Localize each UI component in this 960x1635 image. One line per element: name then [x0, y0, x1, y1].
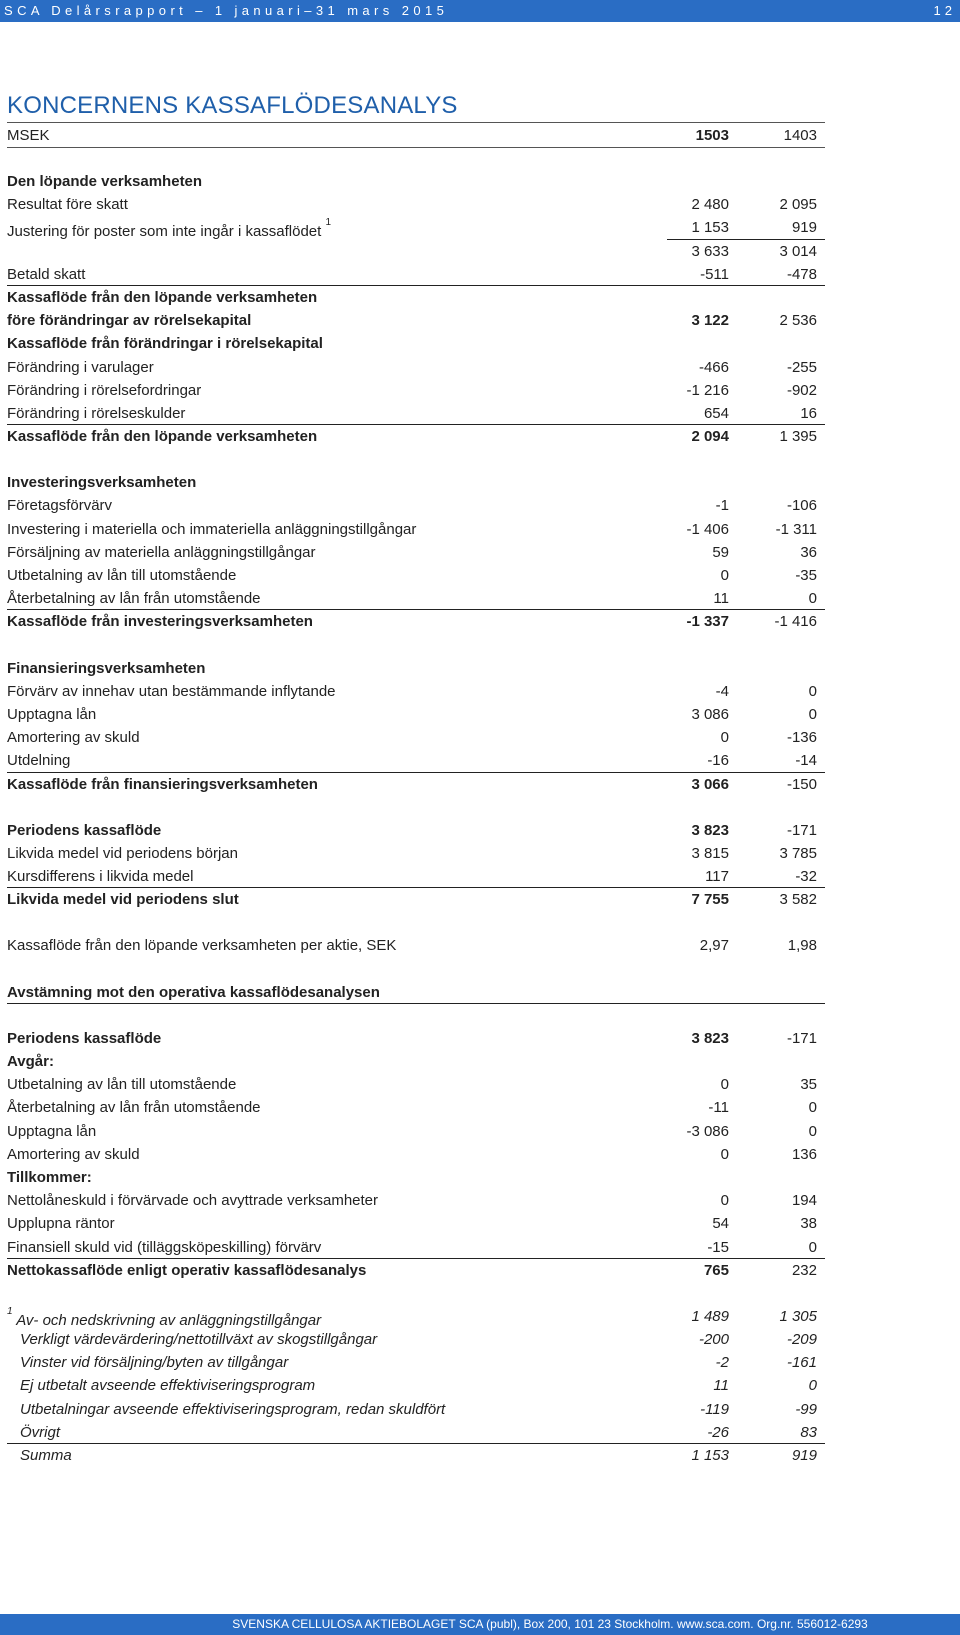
- table-row: [7, 657, 825, 680]
- table-row: [7, 1374, 825, 1397]
- header-rule: [7, 147, 825, 148]
- row-label-text: Kursdifferens i likvida medel: [7, 868, 194, 886]
- value-1503: 1 489: [691, 1307, 729, 1325]
- row-label-text: Justering för poster som inte ingår i kassaflödet: [7, 223, 322, 241]
- column-header-1403: 1403: [783, 127, 817, 144]
- value-1403: 36: [800, 543, 817, 561]
- table-row: [7, 240, 825, 263]
- value-1503: -16: [707, 752, 729, 770]
- value-1403: 136: [791, 1145, 817, 1163]
- value-1503: 3 815: [691, 844, 729, 862]
- value-1503: 2 094: [691, 428, 729, 446]
- value-1503: 7 755: [691, 891, 729, 909]
- value-1503: 765: [703, 1261, 729, 1279]
- value-1503: 0: [720, 567, 729, 584]
- table-row: [7, 1166, 825, 1189]
- value-1503: -4: [715, 682, 729, 700]
- value-1503: 0: [720, 1076, 729, 1094]
- value-1403: 0: [808, 1377, 817, 1395]
- row-label-text: Avstämning mot den operativa kassaflödesanalysen: [7, 983, 380, 1001]
- row-label-text: Kassaflöde från den löpande verksamheten per aktie, SEK: [7, 937, 397, 955]
- row-label: [7, 842, 238, 866]
- row-label-text: Förändring i rörelsefordringar: [7, 381, 202, 399]
- row-label: [7, 1259, 366, 1283]
- row-label: [20, 1444, 72, 1468]
- row-label: [7, 749, 70, 773]
- row-label-text: Upplupna räntor: [7, 1215, 115, 1233]
- table-row: [7, 1073, 825, 1096]
- row-label: [7, 1073, 236, 1097]
- row-label: [7, 587, 261, 611]
- value-1403: 0: [808, 1099, 817, 1117]
- row-label-text: Utdelning: [7, 752, 71, 770]
- table-row: [7, 425, 825, 448]
- row-label: [7, 564, 236, 588]
- value-1403: 3 582: [779, 891, 817, 909]
- table-row: [7, 981, 825, 1004]
- value-1403: 232: [791, 1261, 817, 1279]
- spacer-row: [7, 634, 825, 657]
- row-label: [7, 610, 313, 634]
- top-rule: [7, 122, 825, 123]
- value-1503: -2: [715, 1354, 729, 1372]
- row-label: [7, 981, 380, 1005]
- value-1403: 1 305: [779, 1307, 817, 1325]
- value-1503: -15: [707, 1238, 729, 1256]
- row-label-text: Utbetalning av lån till utomstående: [7, 1076, 237, 1094]
- value-1403: 3 785: [779, 844, 817, 862]
- row-label: [7, 356, 154, 380]
- row-label: [7, 471, 196, 495]
- row-label-text: Nettokassaflöde enligt operativ kassaflödesanalys: [7, 1261, 367, 1279]
- value-1403: -1 311: [775, 520, 817, 538]
- row-label: [7, 494, 112, 518]
- row-label: [7, 819, 161, 843]
- value-1403: 1 395: [779, 428, 817, 446]
- value-1503: 3 823: [691, 821, 729, 839]
- footnote-marker: 1: [7, 1305, 13, 1317]
- value-1503: -1: [715, 497, 729, 515]
- row-label-text: Försäljning av materiella anläggningstillgångar: [7, 543, 316, 561]
- value-1403: -478: [786, 265, 817, 283]
- spacer-row: [7, 796, 825, 819]
- row-label-text: före förändringar av rörelsekapital: [7, 312, 252, 330]
- value-1403: -136: [786, 729, 817, 747]
- table-row: [7, 888, 825, 911]
- spacer-row: [7, 1282, 825, 1305]
- table-row: [7, 865, 825, 888]
- row-label-text: Investering i materiella och immateriella anläggningstillgångar: [7, 520, 417, 538]
- row-label-text: Periodens kassaflöde: [7, 821, 162, 839]
- row-label-text: Betald skatt: [7, 265, 86, 283]
- page-number: 12: [933, 3, 956, 18]
- table-row: [7, 402, 825, 425]
- value-1503: -200: [698, 1331, 729, 1349]
- row-label-text: Investeringsverksamheten: [7, 474, 197, 492]
- value-1503: 2,97: [699, 937, 729, 955]
- value-1503: -3 086: [686, 1122, 729, 1140]
- row-label-text: Återbetalning av lån från utomstående: [7, 590, 261, 608]
- row-label-text: Förvärv av innehav utan bestämmande inflytande: [7, 682, 336, 700]
- row-label-text: Kassaflöde från den löpande verksamheten: [7, 428, 318, 446]
- cashflow-table: [7, 170, 825, 1467]
- table-row: [7, 1212, 825, 1235]
- row-label-text: Företagsförvärv: [7, 497, 113, 515]
- value-1503: -1 337: [686, 613, 729, 631]
- value-1403: -1 416: [774, 613, 817, 631]
- value-1503: -11: [708, 1099, 729, 1117]
- value-1503: 1 153: [691, 1447, 729, 1464]
- table-row: [7, 471, 825, 494]
- table-row: [7, 494, 825, 517]
- row-label-text: Resultat före skatt: [7, 196, 128, 214]
- table-row: [7, 263, 825, 286]
- row-label-text: Av- och nedskrivning av anläggningstillgångar: [16, 1311, 322, 1329]
- table-row: [7, 1444, 825, 1467]
- row-label: [7, 518, 416, 542]
- row-label-text: Likvida medel vid periodens början: [7, 844, 238, 862]
- table-row: [7, 1120, 825, 1143]
- value-1503: -1 406: [686, 520, 729, 538]
- table-row: [7, 610, 825, 633]
- value-1503: 59: [712, 543, 729, 561]
- row-label: [7, 263, 85, 287]
- row-label-text: Avgår:: [7, 1053, 54, 1070]
- value-1403: 919: [791, 1447, 817, 1464]
- spacer-row: [7, 448, 825, 471]
- value-1503: 3 066: [691, 775, 729, 793]
- row-label-text: Amortering av skuld: [7, 729, 140, 747]
- row-label-text: Summa: [20, 1447, 72, 1464]
- row-label: [7, 309, 251, 333]
- value-1503: 3 823: [691, 1029, 729, 1047]
- table-row: [7, 703, 825, 726]
- row-label: [7, 1050, 54, 1074]
- value-1403: 0: [808, 705, 817, 723]
- table-row: [7, 309, 825, 332]
- value-1403: -902: [786, 381, 817, 399]
- value-1403: 0: [808, 682, 817, 700]
- value-1403: -14: [795, 752, 817, 770]
- row-label: [20, 1351, 288, 1375]
- value-1403: 0: [808, 590, 817, 608]
- value-1403: -35: [795, 567, 817, 584]
- row-label: [7, 170, 202, 194]
- spacer-row: [7, 958, 825, 981]
- table-row: [7, 749, 825, 772]
- row-label-text: Tillkommer:: [7, 1168, 92, 1186]
- row-label: [20, 1421, 60, 1445]
- table-row: [7, 1236, 825, 1259]
- value-1403: 83: [800, 1423, 817, 1441]
- table-row: [7, 1189, 825, 1212]
- value-1403: 3 014: [779, 242, 817, 260]
- table-row: [7, 518, 825, 541]
- header-title: SCA Delårsrapport – 1 januari–31 mars 2015: [4, 3, 449, 18]
- table-row: [7, 726, 825, 749]
- row-label: [20, 1374, 315, 1398]
- table-row: [7, 541, 825, 564]
- row-label-text: Den löpande verksamheten: [7, 173, 203, 190]
- value-1503: 11: [713, 590, 729, 608]
- row-label-text: Periodens kassaflöde: [7, 1029, 162, 1047]
- spacer-row: [7, 1004, 825, 1027]
- page-footer: [0, 1614, 960, 1635]
- row-label: [20, 1398, 445, 1422]
- value-1403: -99: [795, 1400, 817, 1418]
- row-label-text: Utbetalningar avseende effektiviseringsprogram, redan skuldfört: [20, 1400, 446, 1418]
- row-label: [7, 1143, 140, 1167]
- value-1403: 0: [808, 1122, 817, 1140]
- table-row: [7, 1421, 825, 1444]
- table-row: [7, 819, 825, 842]
- row-label-text: Finansieringsverksamheten: [7, 659, 206, 677]
- unit-label: MSEK: [7, 127, 50, 144]
- table-row: [7, 564, 825, 587]
- value-1403: 919: [791, 219, 817, 237]
- row-label-text: Kassaflöde från finansieringsverksamheten: [7, 775, 318, 793]
- value-1503: -1 216: [686, 381, 729, 399]
- table-row: [7, 1305, 825, 1328]
- value-1503: 3 086: [691, 705, 729, 723]
- value-1403: 2 536: [779, 312, 817, 330]
- table-row: [7, 1328, 825, 1351]
- row-label: [7, 332, 323, 356]
- value-1503: -119: [700, 1400, 729, 1418]
- value-1403: -150: [786, 775, 817, 793]
- table-row: [7, 379, 825, 402]
- row-label: [7, 541, 316, 565]
- table-row: [7, 286, 825, 309]
- row-label: [7, 865, 193, 889]
- value-1403: 194: [791, 1192, 817, 1210]
- table-row: [7, 680, 825, 703]
- row-label-text: Förändring i varulager: [7, 358, 154, 376]
- table-row: [7, 773, 825, 796]
- table-row: [7, 1351, 825, 1374]
- table-row: [7, 1027, 825, 1050]
- row-label: [7, 657, 205, 681]
- row-label: [7, 888, 239, 912]
- row-label-text: Nettolåneskuld i förvärvade och avyttrade verksamheter: [7, 1192, 379, 1210]
- value-1503: 3 122: [691, 312, 729, 330]
- row-label-text: Verkligt värdevärdering/nettotillväxt av skogstillgångar: [20, 1331, 378, 1349]
- table-row: [7, 1050, 825, 1073]
- value-1503: 1 153: [691, 219, 729, 237]
- value-1403: 38: [800, 1215, 817, 1233]
- row-label: [7, 1027, 161, 1051]
- row-label: [7, 1189, 378, 1213]
- value-1503: -511: [700, 265, 729, 283]
- value-1503: 0: [720, 1192, 729, 1210]
- table-row: [7, 587, 825, 610]
- value-1403: -171: [786, 821, 817, 839]
- table-row: [7, 170, 825, 193]
- row-label: [7, 1166, 92, 1190]
- row-label: [7, 402, 185, 426]
- table-row: [7, 356, 825, 379]
- table-row: [7, 1259, 825, 1282]
- row-label: [7, 703, 96, 727]
- row-label: [7, 934, 396, 958]
- row-label: [7, 1212, 115, 1236]
- table-row: [7, 1096, 825, 1119]
- footer-text: SVENSKA CELLULOSA AKTIEBOLAGET SCA (publ), Box 200, 101 23 Stockholm. www.sca.com. Org.nr. 556012-6293: [232, 1617, 868, 1631]
- row-label-text: Kassaflöde från förändringar i rörelsekapital: [7, 335, 323, 353]
- value-1503: -466: [698, 358, 729, 376]
- spacer-row: [7, 911, 825, 934]
- row-label: [7, 1096, 261, 1120]
- value-1403: 35: [800, 1076, 817, 1094]
- row-label-text: Förändring i rörelseskulder: [7, 404, 186, 422]
- value-1403: -255: [786, 358, 817, 376]
- value-1403: 1,98: [787, 937, 817, 955]
- row-label: [7, 773, 318, 797]
- row-label-text: Ej utbetalt avseende effektiviseringsprogram: [20, 1377, 316, 1395]
- table-row: [7, 193, 825, 216]
- row-label: [7, 1236, 321, 1260]
- row-label-text: Amortering av skuld: [7, 1145, 140, 1163]
- row-label: [7, 425, 317, 449]
- row-label-text: Utbetalning av lån till utomstående: [7, 567, 237, 584]
- row-label-text: Återbetalning av lån från utomstående: [7, 1099, 261, 1117]
- value-1503: -26: [707, 1423, 729, 1441]
- table-row: [7, 332, 825, 355]
- row-label-text: Upptagna lån: [7, 705, 97, 723]
- row-label: [7, 1120, 96, 1144]
- row-label: [7, 379, 201, 403]
- report-title: KONCERNENS KASSAFLÖDESANALYS: [7, 92, 458, 119]
- table-row: [7, 842, 825, 865]
- row-label: [7, 726, 140, 750]
- value-1403: 2 095: [779, 196, 817, 214]
- row-label-text: Likvida medel vid periodens slut: [7, 891, 239, 909]
- value-1503: 654: [703, 404, 729, 422]
- column-header-1503: 1503: [695, 127, 729, 144]
- table-row: [7, 934, 825, 957]
- table-row: [7, 1143, 825, 1166]
- table-row: [7, 1398, 825, 1421]
- value-1503: 117: [705, 868, 729, 886]
- row-label-text: Övrigt: [20, 1423, 61, 1441]
- value-1403: 16: [800, 404, 817, 422]
- value-1503: 54: [712, 1215, 729, 1233]
- value-1403: -106: [786, 497, 817, 515]
- table-row: [7, 216, 825, 239]
- value-1403: -209: [786, 1331, 817, 1349]
- column-header-row: [7, 124, 825, 148]
- value-1503: 2 480: [691, 196, 729, 214]
- row-label-text: Kassaflöde från den löpande verksamheten: [7, 288, 318, 306]
- row-label-text: Upptagna lån: [7, 1122, 97, 1140]
- value-1503: 3 633: [691, 242, 729, 260]
- value-1503: 0: [720, 729, 729, 747]
- value-1503: 11: [713, 1377, 729, 1395]
- value-1503: 0: [720, 1145, 729, 1163]
- row-label: [7, 286, 317, 310]
- value-1403: -161: [786, 1354, 817, 1372]
- page-header: [0, 0, 960, 22]
- value-1403: 0: [808, 1238, 817, 1256]
- row-label-text: Finansiell skuld vid (tilläggsköpeskilling) förvärv: [7, 1238, 322, 1256]
- row-label: [20, 1328, 377, 1352]
- value-1403: -32: [795, 868, 817, 886]
- row-label: [7, 680, 336, 704]
- footnote-marker: 1: [325, 217, 332, 229]
- value-1403: -171: [786, 1029, 817, 1047]
- row-label: [7, 193, 128, 217]
- row-label-text: Vinster vid försäljning/byten av tillgångar: [20, 1354, 289, 1372]
- row-label-text: Kassaflöde från investeringsverksamheten: [7, 613, 313, 631]
